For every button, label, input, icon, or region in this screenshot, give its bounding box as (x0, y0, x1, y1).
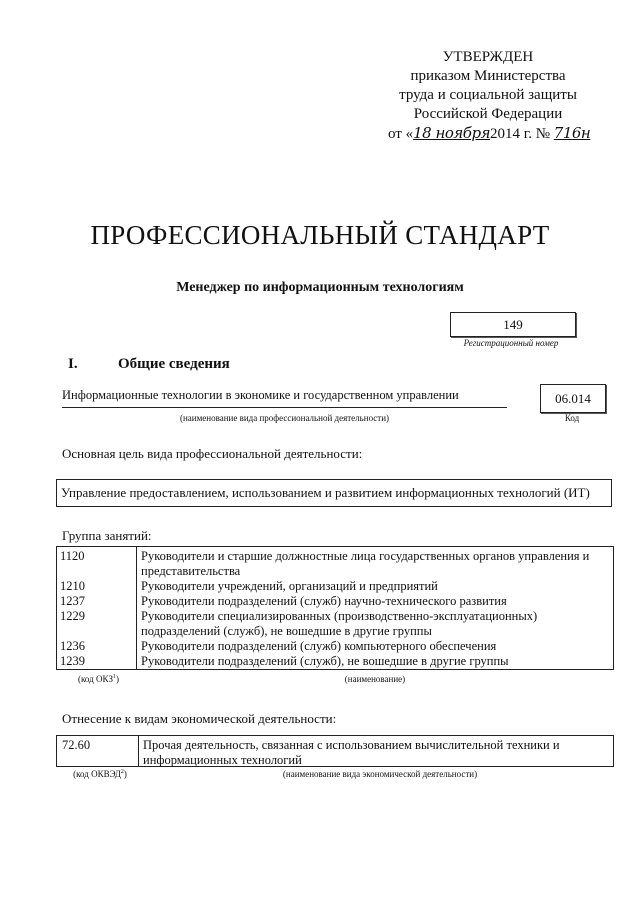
table-row (56, 609, 614, 639)
okved-code-caption (50, 769, 150, 779)
approval-date-line (388, 124, 591, 144)
occupation-name: Руководители и старшие должностные лица государственных органов управления и представительства (141, 549, 590, 578)
goal-heading: Основная цель вида профессиональной деятельности: (62, 446, 363, 461)
occupation-name: Руководители специализированных (производственно-эксплуатационных) подразделений (служб), не вошедшие в другие группы (141, 609, 538, 638)
okz-footnote-ref: 1 (113, 674, 116, 680)
table-row (56, 639, 614, 654)
occupation-group-heading: Группа занятий: (62, 528, 152, 543)
occupation-code: 1120 (56, 546, 137, 579)
goal-text: Управление предоставлением, использованием и развитием информационных технологий (ИТ) (56, 479, 612, 507)
handwritten-date: 18 ноября (413, 124, 490, 142)
occupation-group-table (56, 546, 614, 669)
occupation-name: Руководители подразделений (служб), не вошедшие в другие группы (141, 654, 509, 668)
table-divider (138, 735, 139, 767)
occupation-name: Руководители учреждений, организаций и предприятий (141, 579, 438, 593)
activity-name: Информационные технологии в экономике и государственном управлении (62, 388, 507, 408)
okz-caption-text: (код ОКЗ (78, 674, 113, 684)
date-year: 2014 г. № (490, 126, 551, 142)
approval-line-3: труда и социальной защиты (399, 87, 577, 103)
table-row (56, 654, 614, 669)
registration-number-label: Регистрационный номер (463, 338, 559, 348)
occupation-code: 1236 (56, 639, 137, 654)
document-title: ПРОФЕССИОНАЛЬНЫЙ СТАНДАРТ (90, 220, 550, 250)
okved-description: Прочая деятельность, связанная с использованием вычислительной техники и информационных технологий (143, 738, 560, 767)
occupation-name-caption: (наименование) (344, 674, 406, 684)
approval-block (388, 48, 591, 144)
occupation-name: Руководители подразделений (служб) научно-технического развития (141, 594, 507, 608)
occupation-code: 1229 (56, 609, 137, 639)
activity-code-label: Код (564, 413, 580, 423)
table-row (56, 579, 614, 594)
okved-code: 72.60 (62, 738, 91, 752)
activity-caption: (наименование вида профессиональной деятельности) (179, 413, 390, 423)
approval-line-2: приказом Министерства (410, 68, 566, 84)
okz-caption-end: ) (116, 674, 119, 684)
activity-code-box: 06.014 (540, 384, 606, 413)
table-row (56, 594, 614, 609)
occupation-code: 1210 (56, 579, 137, 594)
section-title: Общие сведения (118, 356, 230, 372)
economic-activity-heading: Отнесение к видам экономической деятельности: (62, 711, 337, 726)
okved-footnote-ref: 2 (120, 769, 124, 775)
table-row (56, 546, 614, 579)
occupation-code: 1237 (56, 594, 137, 609)
okz-code-caption (56, 674, 141, 684)
document-subtitle: Менеджер по информационным технологиям (176, 280, 464, 295)
okved-caption-text: (код ОКВЭД (73, 769, 121, 779)
okved-name-caption: (наименование вида экономической деятельности) (282, 769, 478, 779)
approval-line-4: Российской Федерации (413, 106, 563, 122)
okved-caption-end: ) (123, 769, 127, 779)
approval-line-1: УТВЕРЖДЕН (442, 49, 534, 65)
date-prefix: от « (388, 126, 414, 142)
handwritten-order-number: 716н (553, 124, 591, 142)
occupation-name: Руководители подразделений (служб) компьютерного обеспечения (141, 639, 497, 653)
section-number: I. (68, 356, 78, 372)
occupation-code: 1239 (56, 654, 137, 669)
registration-number-box: 149 (450, 312, 576, 337)
